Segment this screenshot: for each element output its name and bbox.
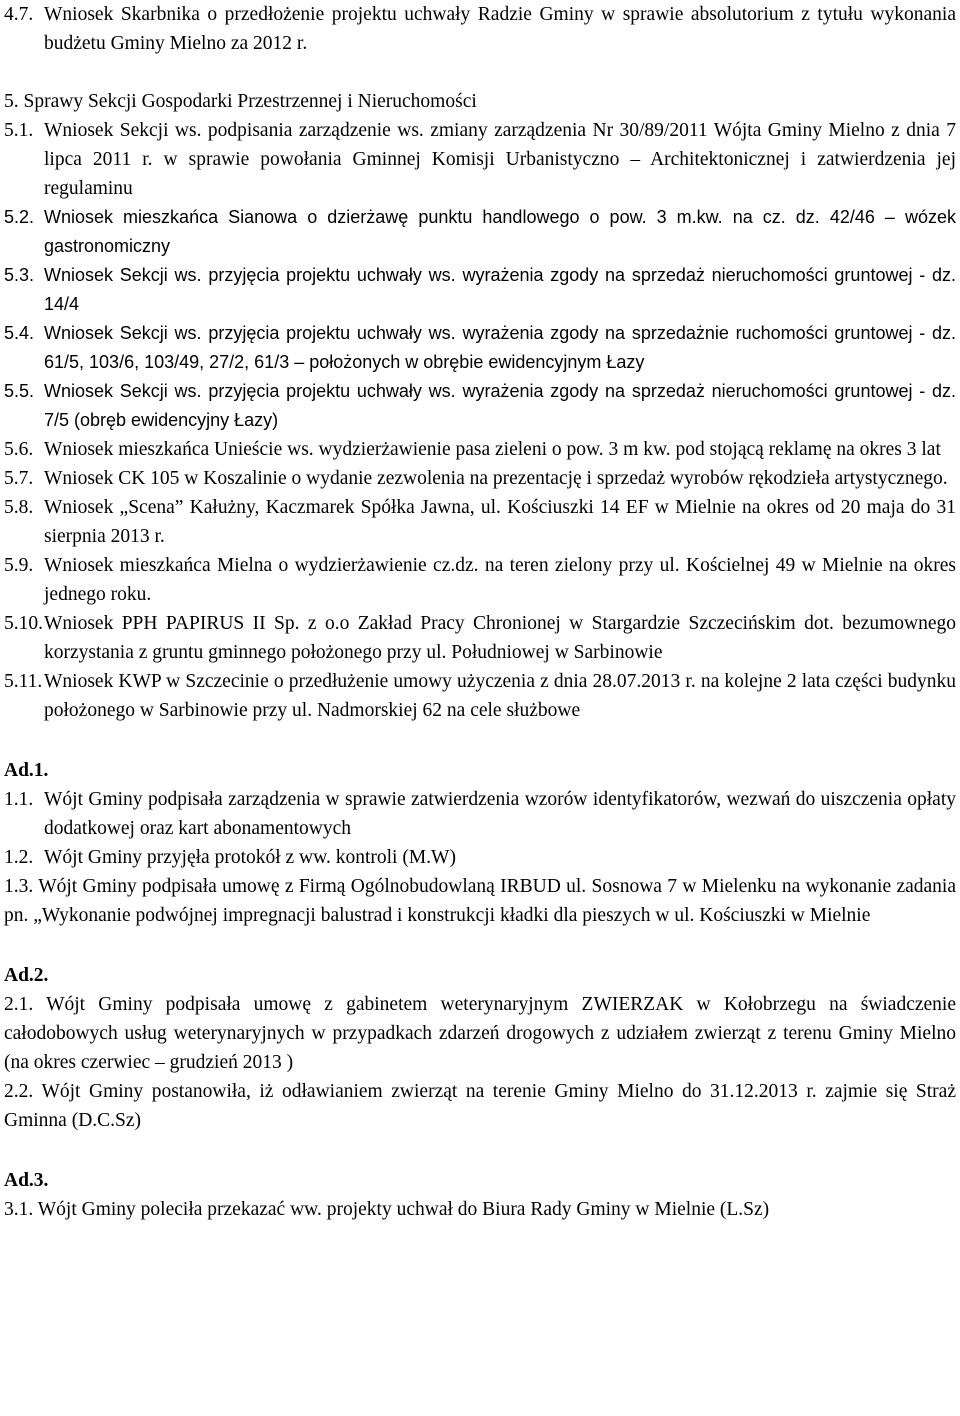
item-number: 5.7.	[4, 468, 34, 489]
item-number: 5.5.	[4, 381, 35, 401]
item-text: Wniosek Sekcji ws. przyjęcia projektu uchwały ws. wyrażenia zgody na sprzedaż nieruchomości gruntowej - dz. 14/4	[44, 265, 956, 314]
item-number: 5.9.	[4, 555, 34, 576]
item-text: Wniosek mieszkańca Mielna o wydzierżawienie cz.dz. na teren zielony przy ul. Kościelnej 49 w Mielnie na okres jednego roku.	[44, 555, 956, 605]
item-number: 1.1.	[4, 789, 34, 810]
item-number: 5.8.	[4, 497, 34, 518]
list-item	[0, 493, 960, 551]
item-text: Wniosek CK 105 w Koszalinie o wydanie zezwolenia na prezentację i sprzedaż wyrobów rękodzieła artystycznego.	[44, 468, 948, 489]
item-number: 5.11.	[4, 671, 43, 692]
item-number: 5.4.	[4, 323, 35, 343]
item-text: Wniosek mieszkańca Unieście ws. wydzierżawienie pasa zieleni o pow. 3 m kw. pod stojącą reklamę na okres 3 lat	[44, 439, 941, 460]
list-item	[0, 667, 960, 725]
list-item	[0, 435, 960, 464]
item-number: 1.2.	[4, 847, 34, 868]
item-text: Wniosek Skarbnika o przedłożenie projektu uchwały Radzie Gminy w sprawie absolutorium z tytułu wykonania budżetu Gminy Mielno za 2012 r.	[44, 4, 956, 54]
item-number: 5.10.	[4, 613, 43, 634]
item-text: Wniosek Sekcji ws. przyjęcia projektu uchwały ws. wyrażenia zgody na sprzedażnie ruchomości gruntowej - dz. 61/5, 103/6, 103/49, 27/2, 61/3 – położonych w obrębie ewidencyjnym Łazy	[44, 323, 956, 372]
item-text: Wniosek Sekcji ws. podpisania zarządzenie ws. zmiany zarządzenia Nr 30/89/2011 Wójta Gminy Mielno z dnia 7 lipca 2011 r. w sprawie powołania Gminnej Komisji Urbanistyczno – Architektonicznej i zatwierdzenia jej regulaminu	[44, 120, 956, 199]
item-text: Wniosek „Scena” Kałużny, Kaczmarek Spółka Jawna, ul. Kościuszki 14 EF w Mielnie na okres od 20 maja do 31 sierpnia 2013 r.	[44, 497, 956, 547]
ad-heading: Ad.1.	[4, 760, 49, 781]
item-text: Wniosek PPH PAPIRUS II Sp. z o.o Zakład Pracy Chronionej w Stargardzie Szczecińskim dot. bezumownego korzystania z gruntu gminnego położonego przy ul. Południowej w Sarbinowie	[44, 613, 956, 663]
item-number: 5.2.	[4, 207, 35, 227]
paragraph: 1.3. Wójt Gminy podpisała umowę z Firmą Ogólnobudowlaną IRBUD ul. Sosnowa 7 w Mielenku na wykonanie zadania pn. „Wykonanie podwójnej impregnacji balustrad i konstrukcji kładki dla pieszych w ul. Kościuszki w Mielnie	[4, 876, 956, 926]
list-item	[0, 319, 960, 377]
item-text: Wniosek mieszkańca Sianowa o dzierżawę punktu handlowego o pow. 3 m.kw. na cz. dz. 42/46 – wózek gastronomiczny	[44, 207, 956, 256]
paragraph: 2.1. Wójt Gminy podpisała umowę z gabinetem weterynaryjnym ZWIERZAK w Kołobrzegu na świadczenie całodobowych usług weterynaryjnych w przypadkach zdarzeń drogowych z udziałem zwierząt z terenu Gminy Mielno (na okres czerwiec – grudzień 2013 )	[4, 994, 956, 1073]
list-item	[0, 0, 960, 58]
item-text: Wójt Gminy przyjęła protokół z ww. kontroli (M.W)	[44, 847, 456, 868]
item-number: 5.1.	[4, 120, 34, 141]
list-item	[0, 261, 960, 319]
item-text: Wniosek KWP w Szczecinie o przedłużenie umowy użyczenia z dnia 28.07.2013 r. na kolejne 2 lata części budynku położonego w Sarbinowie przy ul. Nadmorskiej 62 na cele służbowe	[44, 671, 956, 721]
list-item	[0, 377, 960, 435]
list-item	[0, 609, 960, 667]
list-item	[0, 203, 960, 261]
list-item	[0, 116, 960, 203]
list-item	[0, 843, 960, 872]
section-heading: 5. Sprawy Sekcji Gospodarki Przestrzennej i Nieruchomości	[4, 91, 477, 112]
item-text: Wniosek Sekcji ws. przyjęcia projektu uchwały ws. wyrażenia zgody na sprzedaż nieruchomości gruntowej - dz. 7/5 (obręb ewidencyjny Łazy)	[44, 381, 956, 430]
list-item	[0, 785, 960, 843]
list-item	[0, 464, 960, 493]
paragraph: 2.2. Wójt Gminy postanowiła, iż odławianiem zwierząt na terenie Gminy Mielno do 31.12.2013 r. zajmie się Straż Gminna (D.C.Sz)	[4, 1081, 956, 1131]
item-number: 5.6.	[4, 439, 34, 460]
item-text: Wójt Gminy podpisała zarządzenia w sprawie zatwierdzenia wzorów identyfikatorów, wezwań do uiszczenia opłaty dodatkowej oraz kart abonamentowych	[44, 789, 956, 839]
paragraph: 3.1. Wójt Gminy poleciła przekazać ww. projekty uchwał do Biura Rady Gminy w Mielnie (L.Sz)	[4, 1199, 770, 1220]
item-number: 4.7.	[4, 4, 34, 25]
item-number: 5.3.	[4, 265, 35, 285]
list-item	[0, 551, 960, 609]
ad-heading: Ad.3.	[4, 1170, 49, 1191]
ad-heading: Ad.2.	[4, 965, 49, 986]
